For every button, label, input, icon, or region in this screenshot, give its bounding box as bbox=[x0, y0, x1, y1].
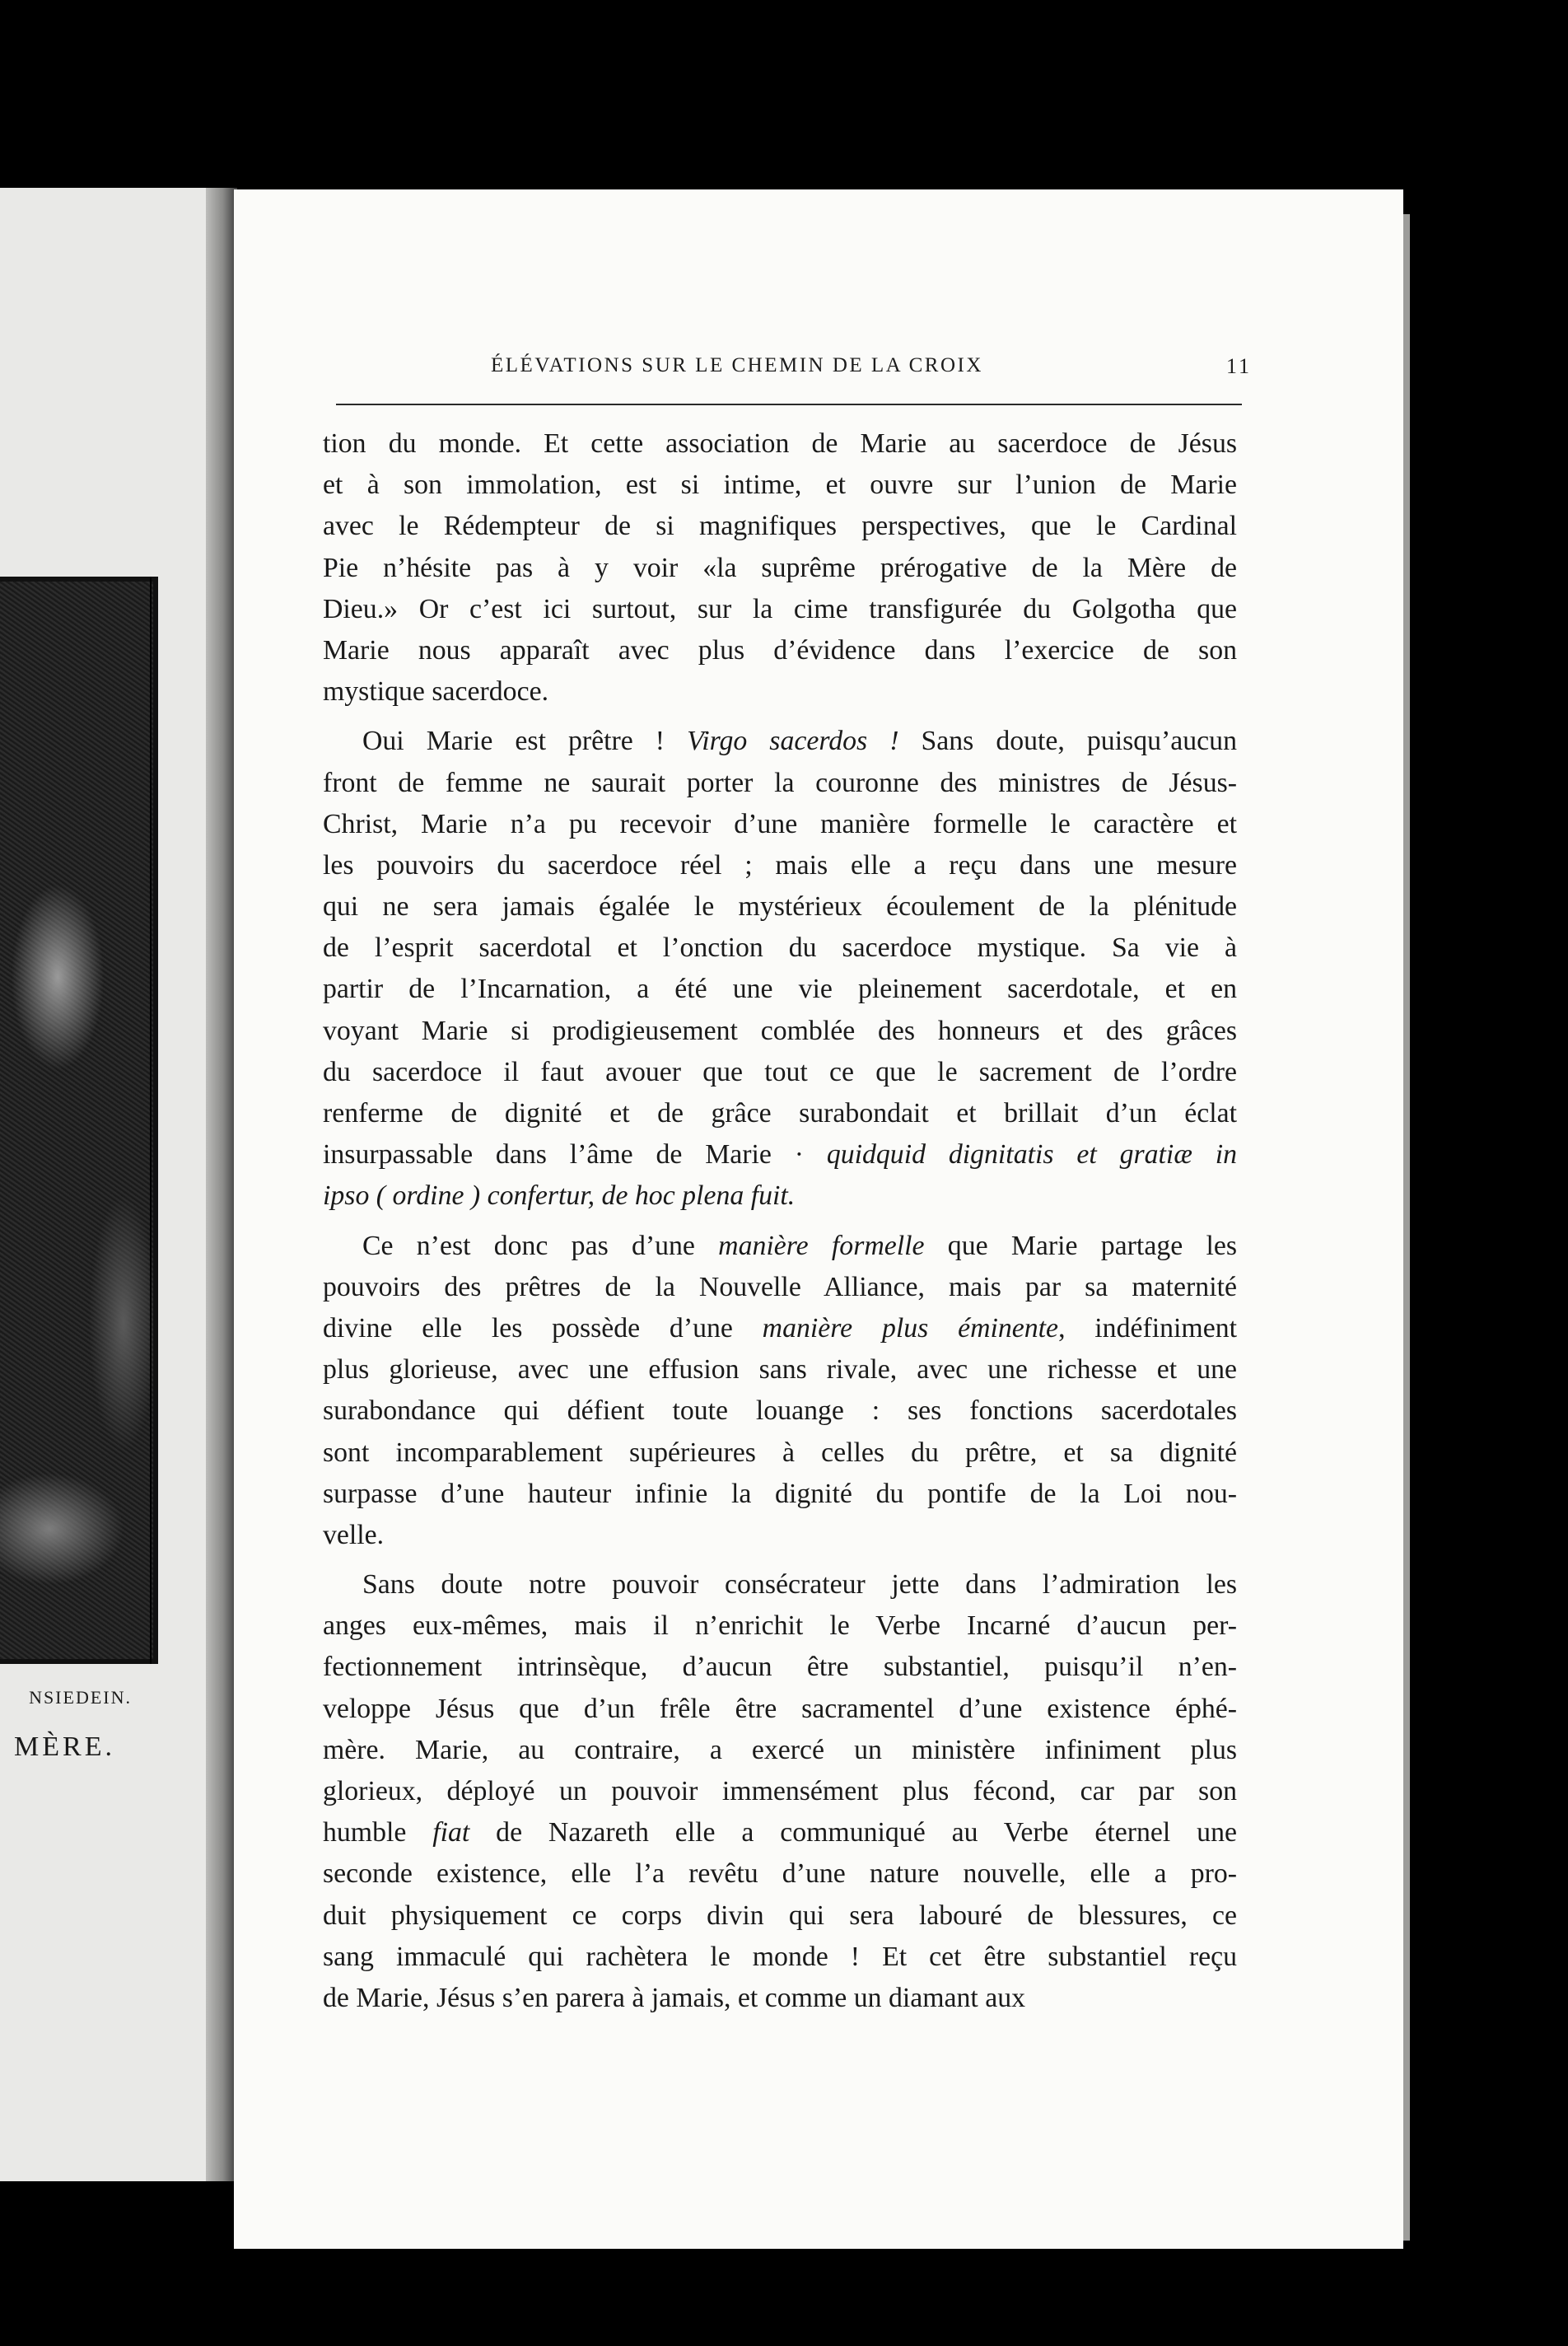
text-span: du sacerdoce il faut avouer que tout ce que le sacrement de l’ordre bbox=[323, 1056, 1237, 1087]
text-span: insurpassable dans l’âme de Marie · bbox=[323, 1139, 827, 1171]
text-span: de l’esprit sacerdotal et l’onction du sacerdoce mystique. Sa vie à bbox=[323, 932, 1237, 964]
text-span: tion du monde. Et cette association de Marie au sacerdoce de Jésus bbox=[323, 428, 1237, 459]
text-line bbox=[323, 1390, 1237, 1432]
text-span: , indéfiniment bbox=[1058, 1312, 1237, 1344]
text-line bbox=[323, 1052, 1237, 1093]
text-line bbox=[323, 1605, 1237, 1647]
text-span: avec le Rédempteur de si magnifiques perspectives, que le Cardinal bbox=[323, 511, 1237, 542]
engraving-frame bbox=[0, 577, 152, 1664]
header-rule bbox=[336, 404, 1242, 405]
text-span: et à son immolation, est si intime, et ouvre sur l’union de Marie bbox=[323, 470, 1237, 501]
book-gutter bbox=[206, 188, 237, 2181]
text-span: Pie n’hésite pas à y voir «la suprême prérogative de la Mère de bbox=[323, 552, 1237, 583]
italic-text: manière plus éminente bbox=[762, 1312, 1059, 1344]
text-span: seconde existence, elle l’a revêtu d’une nature nouvelle, elle a pro- bbox=[323, 1858, 1237, 1890]
text-span: Oui Marie est prêtre ! bbox=[362, 726, 688, 757]
italic-text: fiat bbox=[432, 1817, 470, 1848]
text-line bbox=[323, 1937, 1237, 1978]
text-line bbox=[323, 1689, 1237, 1730]
text-span: Marie nous apparaît avec plus d’évidence dans l’exercice de son bbox=[323, 634, 1237, 666]
text-span: Sans doute notre pouvoir consécrateur jette dans l’admiration les bbox=[362, 1569, 1237, 1601]
text-line bbox=[323, 1175, 1237, 1217]
text-line bbox=[323, 1349, 1237, 1390]
text-span: Dieu.» Or c’est ici surtout, sur la cime transfigurée du Golgotha que bbox=[323, 593, 1237, 624]
paragraph bbox=[323, 423, 1237, 713]
text-span: veloppe Jésus que d’un frêle être sacramentel d’une existence éphé- bbox=[323, 1693, 1237, 1724]
running-head: ÉLÉVATIONS SUR LE CHEMIN DE LA CROIX bbox=[491, 354, 983, 376]
text-span: sang immaculé qui rachètera le monde ! Et cet être substantiel reçu bbox=[323, 1941, 1237, 1972]
text-line bbox=[323, 1978, 1237, 2019]
illustration-caption-title: MÈRE. bbox=[14, 1731, 115, 1762]
text-span: de Nazareth elle a communiqué au Verbe éternel une bbox=[469, 1817, 1237, 1848]
page-header bbox=[329, 354, 1252, 387]
text-line bbox=[323, 1011, 1237, 1052]
text-line bbox=[323, 465, 1237, 506]
paragraph bbox=[323, 1564, 1237, 2019]
text-span: anges eux-mêmes, mais il n’enrichit le Verbe Incarné d’aucun per- bbox=[323, 1610, 1237, 1642]
text-line bbox=[323, 721, 1237, 762]
text-line bbox=[323, 1308, 1237, 1349]
text-line bbox=[323, 1134, 1237, 1175]
text-span: de Marie, Jésus s’en parera à jamais, et comme un diamant aux bbox=[323, 1982, 1026, 2013]
text-line bbox=[323, 1267, 1237, 1308]
italic-text: ipso ( ordine ) confertur, de hoc plena fuit. bbox=[323, 1180, 796, 1212]
text-line bbox=[323, 630, 1237, 671]
text-line bbox=[323, 589, 1237, 630]
text-line bbox=[323, 1226, 1237, 1267]
text-line bbox=[323, 1812, 1237, 1853]
page-number: 11 bbox=[1225, 354, 1252, 378]
italic-text: quidquid dignitatis et gratiæ in bbox=[826, 1139, 1237, 1171]
paragraph-gap bbox=[323, 713, 1237, 721]
text-span: renferme de dignité et de grâce surabondait et brillait d’un éclat bbox=[323, 1098, 1237, 1129]
text-line bbox=[323, 1564, 1237, 1605]
text-line bbox=[323, 845, 1237, 886]
text-span: que Marie partage les bbox=[924, 1230, 1238, 1261]
text-line bbox=[323, 1853, 1237, 1895]
text-span: Ce n’est donc pas d’une bbox=[362, 1230, 719, 1261]
text-line bbox=[323, 969, 1237, 1010]
text-span: glorieux, déployé un pouvoir immensément plus fécond, car par son bbox=[323, 1776, 1237, 1806]
text-span: partir de l’Incarnation, a été une vie pleinement sacerdotale, et en bbox=[323, 974, 1237, 1005]
text-span: surabondance qui défient toute louange : ses fonctions sacerdotales bbox=[323, 1395, 1237, 1427]
text-line bbox=[323, 1093, 1237, 1134]
text-line bbox=[323, 1647, 1237, 1688]
text-line bbox=[323, 1515, 1237, 1556]
text-span: les pouvoirs du sacerdoce réel ; mais elle a reçu dans une mesure bbox=[323, 849, 1237, 881]
text-span: plus glorieuse, avec une effusion sans rivale, avec une richesse et une bbox=[323, 1354, 1237, 1386]
text-line bbox=[323, 506, 1237, 547]
paragraph bbox=[323, 1226, 1237, 1557]
text-line bbox=[323, 1895, 1237, 1937]
text-line bbox=[323, 671, 1237, 713]
italic-text: manière formelle bbox=[718, 1230, 925, 1261]
text-line bbox=[323, 763, 1237, 804]
text-span: divine elle les possède d’une bbox=[323, 1312, 763, 1344]
text-span: duit physiquement ce corps divin qui sera labouré de blessures, ce bbox=[323, 1900, 1237, 1931]
text-span: mère. Marie, au contraire, a exercé un ministère infiniment plus bbox=[323, 1734, 1237, 1765]
text-span: humble bbox=[323, 1817, 433, 1848]
text-line bbox=[323, 1771, 1237, 1812]
text-span: fectionnement intrinsèque, d’aucun être substantiel, puisqu’il n’en- bbox=[323, 1652, 1237, 1683]
body-text bbox=[323, 423, 1237, 2019]
paragraph-gap bbox=[323, 1217, 1237, 1226]
text-span: qui ne sera jamais égalée le mystérieux écoulement de la plénitude bbox=[323, 891, 1237, 923]
text-span: Christ, Marie n’a pu recevoir d’une manière formelle le caractère et bbox=[323, 808, 1237, 839]
illustration-caption-place: NSIEDEIN. bbox=[29, 1687, 132, 1708]
text-line bbox=[323, 928, 1237, 969]
paragraph-gap bbox=[323, 1556, 1237, 1564]
text-line bbox=[323, 1730, 1237, 1771]
text-span: front de femme ne saurait porter la couronne des ministres de Jésus- bbox=[323, 767, 1237, 798]
text-span: mystique sacerdoce. bbox=[323, 676, 549, 708]
text-line bbox=[323, 886, 1237, 928]
text-line bbox=[323, 548, 1237, 589]
text-line bbox=[323, 423, 1237, 465]
paragraph bbox=[323, 721, 1237, 1217]
text-span: Sans doute, puisqu’aucun bbox=[898, 726, 1237, 757]
italic-text: Virgo sacerdos ! bbox=[687, 726, 899, 757]
text-line bbox=[323, 804, 1237, 845]
text-span: pouvoirs des prêtres de la Nouvelle Alliance, mais par sa maternité bbox=[323, 1271, 1237, 1302]
text-span: surpasse d’une hauteur infinie la dignité du pontife de la Loi nou- bbox=[323, 1478, 1237, 1509]
text-span: voyant Marie si prodigieusement comblée des honneurs et des grâces bbox=[323, 1015, 1237, 1046]
text-span: sont incomparablement supérieures à celles du prêtre, et sa dignité bbox=[323, 1437, 1237, 1468]
text-span: velle. bbox=[323, 1519, 385, 1550]
text-line bbox=[323, 1474, 1237, 1515]
text-line bbox=[323, 1432, 1237, 1474]
page-edge bbox=[1403, 214, 1410, 2241]
